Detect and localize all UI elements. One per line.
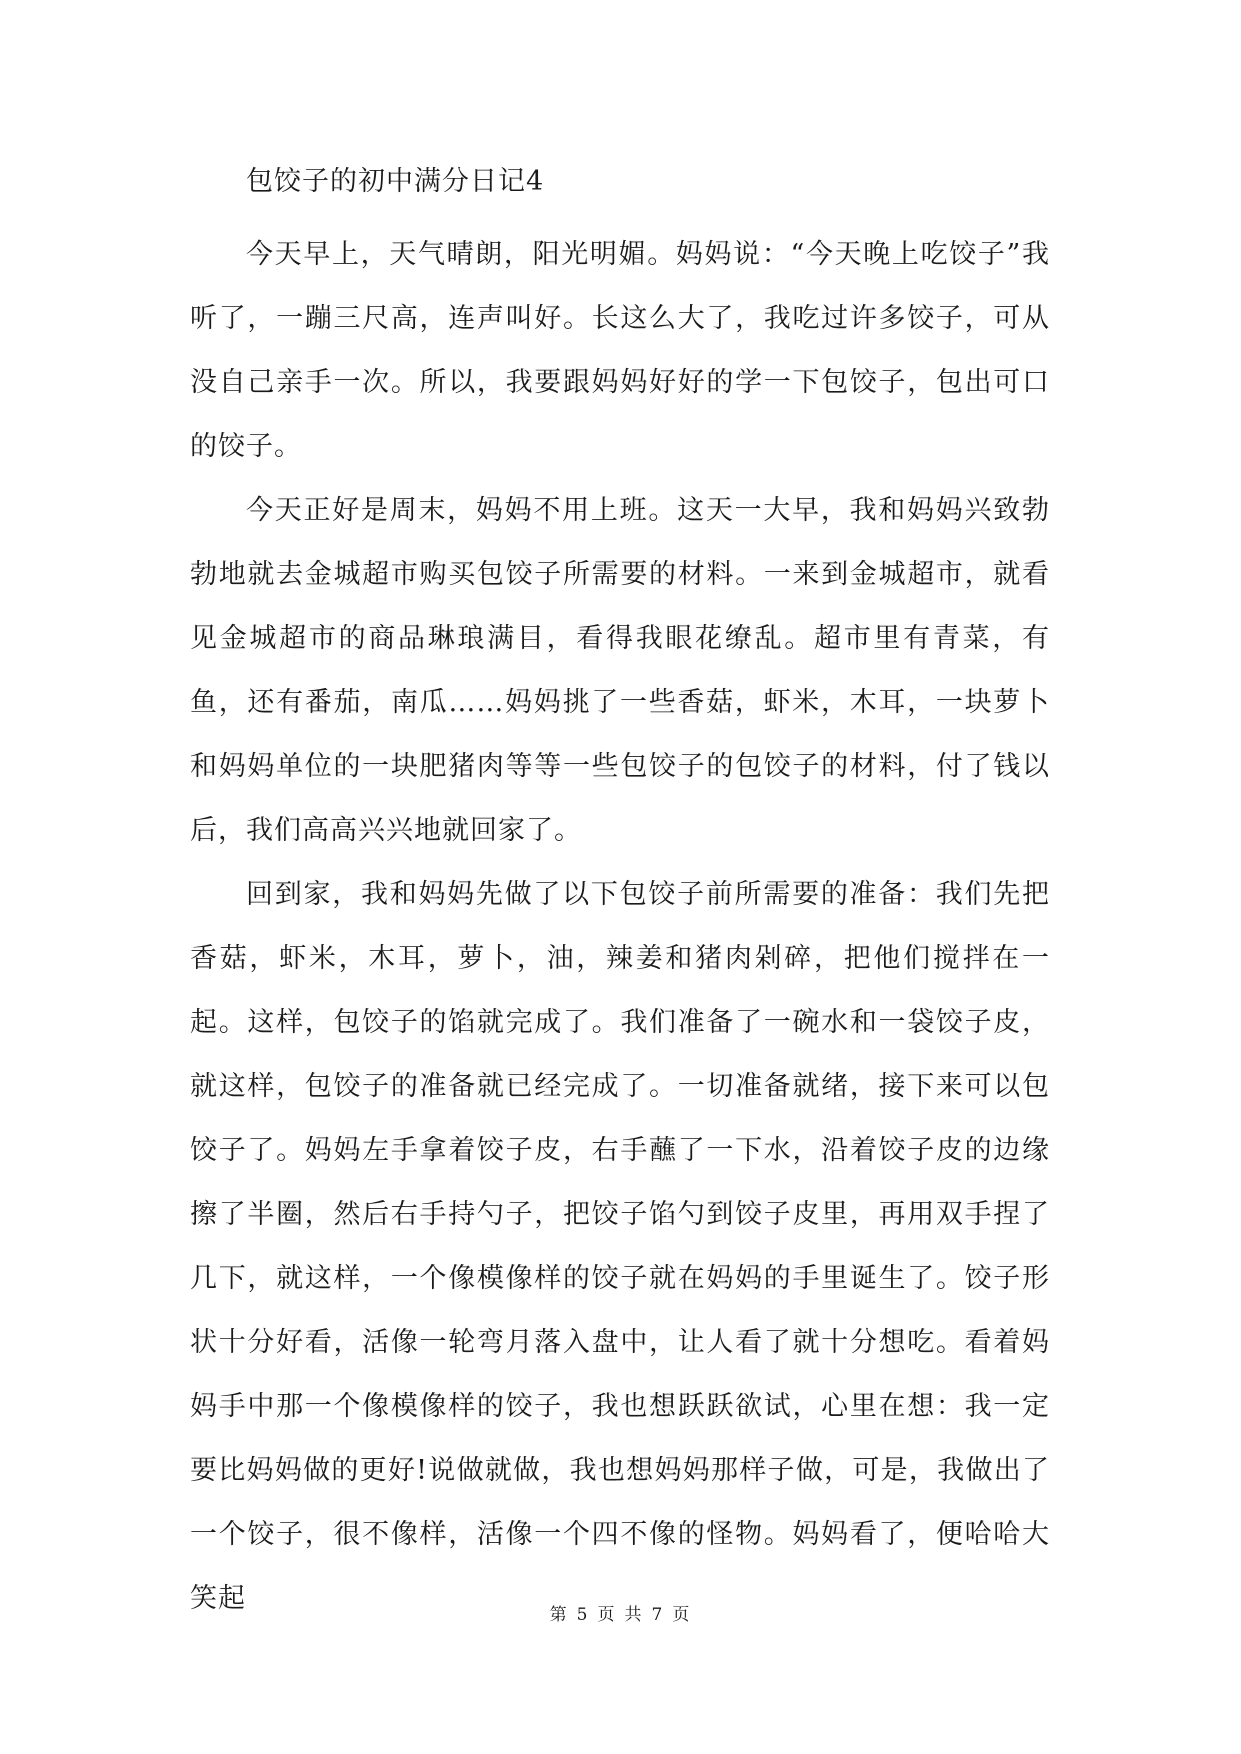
page-footer xyxy=(0,1600,1241,1625)
footer-current-page: 5 xyxy=(576,1605,590,1625)
document-title: 包饺子的初中满分日记4 xyxy=(246,166,545,197)
footer-prefix: 第 xyxy=(549,1605,569,1625)
footer-total-pages: 7 xyxy=(651,1605,665,1625)
paragraph-1: 今天早上，天气晴朗，阳光明媚。妈妈说：“今天晚上吃饺子”我听了，一蹦三尺高，连声叫好。长这么大了，我吃过许多饺子，可从没自己亲手一次。所以，我要跟妈妈好好的学一下包饺子，包出可口的饺子。 xyxy=(190,239,1050,462)
paragraph-2: 今天正好是周末，妈妈不用上班。这天一大早，我和妈妈兴致勃勃地就去金城超市购买包饺子所需要的材料。一来到金城超市，就看见金城超市的商品琳琅满目，看得我眼花缭乱。超市里有青菜，有鱼，还有番茄，南瓜……妈妈挑了一些香菇，虾米，木耳，一块萝卜和妈妈单位的一块肥猪肉等等一些包饺子的包饺子的材料，付了钱以后，我们高高兴兴地就回家了。 xyxy=(190,495,1050,846)
footer-page-word: 页 xyxy=(597,1605,617,1625)
paragraph-3: 回到家，我和妈妈先做了以下包饺子前所需要的准备：我们先把香菇，虾米，木耳，萝卜，油，辣姜和猪肉剁碎，把他们搅拌在一起。这样，包饺子的馅就完成了。我们准备了一碗水和一袋饺子皮，就这样，包饺子的准备就已经完成了。一切准备就绪，接下来可以包饺子了。妈妈左手拿着饺子皮，右手蘸了一下水，沿着饺子皮的边缘擦了半圈，然后右手持勺子，把饺子馅勺到饺子皮里，再用双手捏了几下，就这样，一个像模像样的饺子就在妈妈的手里诞生了。饺子形状十分好看，活像一轮弯月落入盘中，让人看了就十分想吃。看着妈妈手中那一个像模像样的饺子，我也想跃跃欲试，心里在想：我一定要比妈妈做的更好!说做就做，我也想妈妈那样子做，可是，我做出了一个饺子，很不像样，活像一个四不像的怪物。妈妈看了，便哈哈大笑起 xyxy=(190,879,1050,1614)
footer-suffix: 页 xyxy=(672,1605,692,1625)
document-page xyxy=(190,160,1050,1631)
footer-total-word: 共 xyxy=(624,1605,644,1625)
